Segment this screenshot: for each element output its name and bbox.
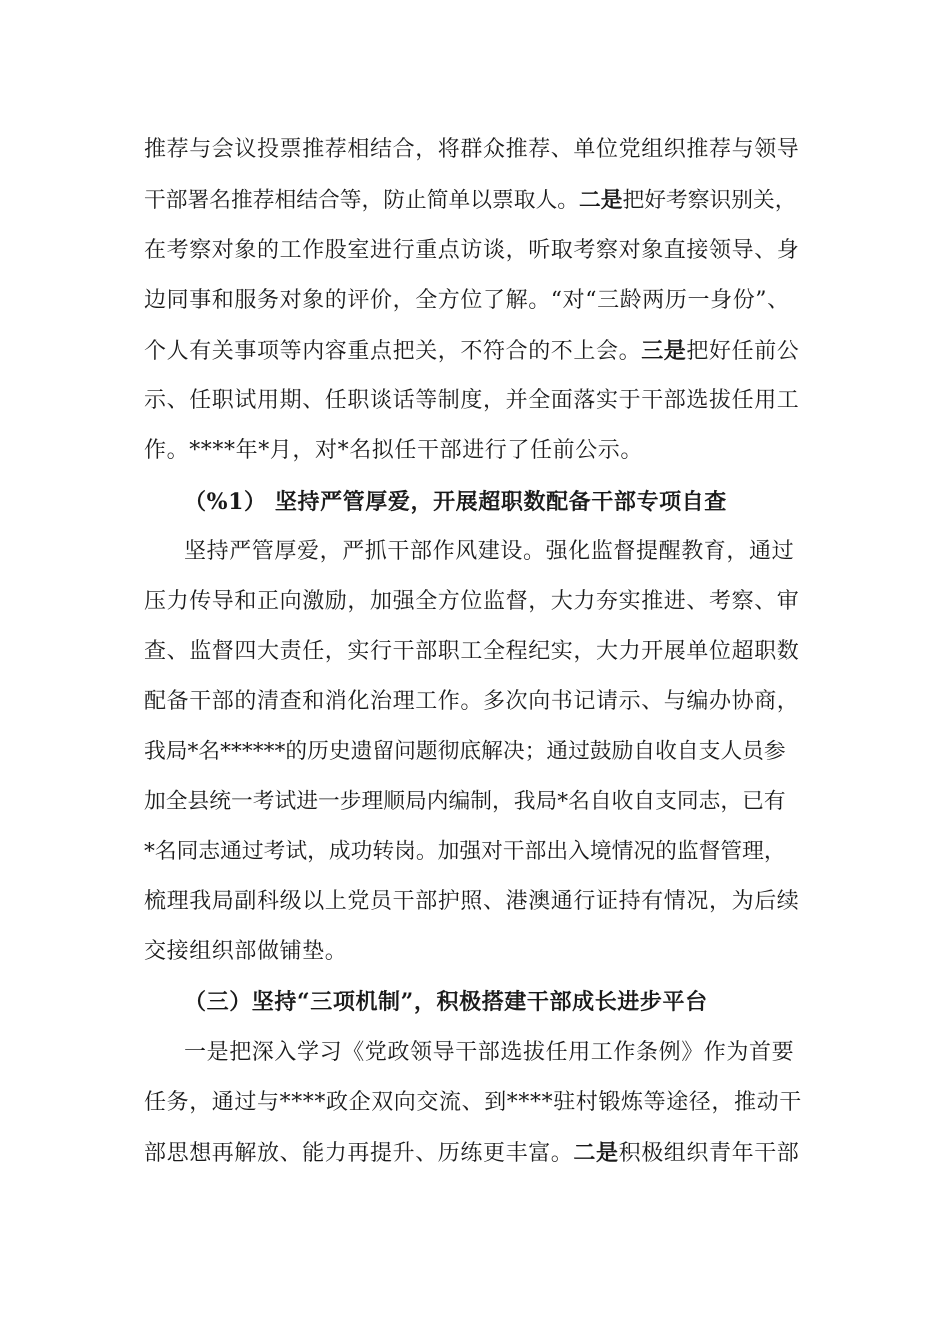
paragraph-1-line-3: 在考察对象的工作股室进行重点访谈，听取考察对象直接领导、身 (144, 238, 800, 263)
paragraph-2-line-1: 坚持严管厚爱，严抓干部作风建设。强化监督提醒教育，通过 (184, 539, 795, 564)
paragraph-1-line-6: 示、任职试用期、任职谈话等制度，并全面落实于干部选拔任用工 (144, 388, 800, 413)
paragraph-1-line-1: 推荐与会议投票推荐相结合，将群众推荐、单位党组织推荐与领导 (144, 137, 800, 162)
section-heading-3: （三）坚持“三项机制”，积极搭建干部成长进步平台 (184, 989, 708, 1015)
paragraph-2-line-7: *名同志通过考试，成功转岗。加强对干部出入境情况的监督管理， (144, 839, 786, 864)
paragraph-3-line-3 (144, 1136, 799, 1170)
paragraph-1-line-4: 边同事和服务对象的评价，全方位了解。“对“三龄两历一身份”、 (144, 288, 790, 313)
bold-marker: 二是 (573, 1140, 619, 1166)
text-run: 干部署名推荐相结合等，防止简单以票取人。 (144, 188, 579, 213)
text-run: 部思想再解放、能力再提升、历练更丰富。 (144, 1141, 574, 1166)
bold-marker: 二是 (579, 188, 623, 213)
paragraph-2-line-4: 配备干部的清查和消化治理工作。多次向书记请示、与编办协商， (144, 689, 800, 714)
paragraph-2-line-3: 查、监督四大责任，实行干部职工全程纪实，大力开展单位超职数 (144, 639, 800, 664)
section-heading-2: （%1） 坚持严管厚爱，开展超职数配备干部专项自查 (184, 489, 727, 515)
paragraph-1-line-2 (144, 184, 797, 218)
paragraph-3-line-1: 一是把深入学习《党政领导干部选拔任用工作条例》作为首要 (184, 1040, 795, 1065)
paragraph-2-line-8: 梳理我局副科级以上党员干部护照、港澳通行证持有情况，为后续 (144, 889, 800, 914)
text-run: 把好考察识别关， (622, 188, 797, 213)
paragraph-1-line-7: 作。****年*月，对*名拟任干部进行了任前公示。 (144, 438, 644, 463)
paragraph-2-line-5: 我局*名******的历史遗留问题彻底解决；通过鼓励自收自支人员参 (144, 739, 786, 764)
text-run: 个人有关事项等内容重点把关，不符合的不上会。 (144, 339, 642, 364)
bold-marker: 三是 (641, 338, 687, 364)
text-run: 积极组织青年干部 (618, 1141, 800, 1166)
paragraph-1-line-5 (144, 334, 799, 368)
text-run: 把好任前公 (686, 339, 800, 364)
paragraph-2-line-9: 交接组织部做铺垫。 (144, 939, 348, 964)
paragraph-3-line-2: 任务，通过与****政企双向交流、到****驻村锻炼等途径，推动干 (144, 1090, 802, 1115)
paragraph-2-line-2: 压力传导和正向激励，加强全方位监督，大力夯实推进、考察、审 (144, 589, 800, 614)
paragraph-2-line-6: 加全县统一考试进一步理顺局内编制，我局*名自收自支同志，已有 (144, 789, 786, 814)
